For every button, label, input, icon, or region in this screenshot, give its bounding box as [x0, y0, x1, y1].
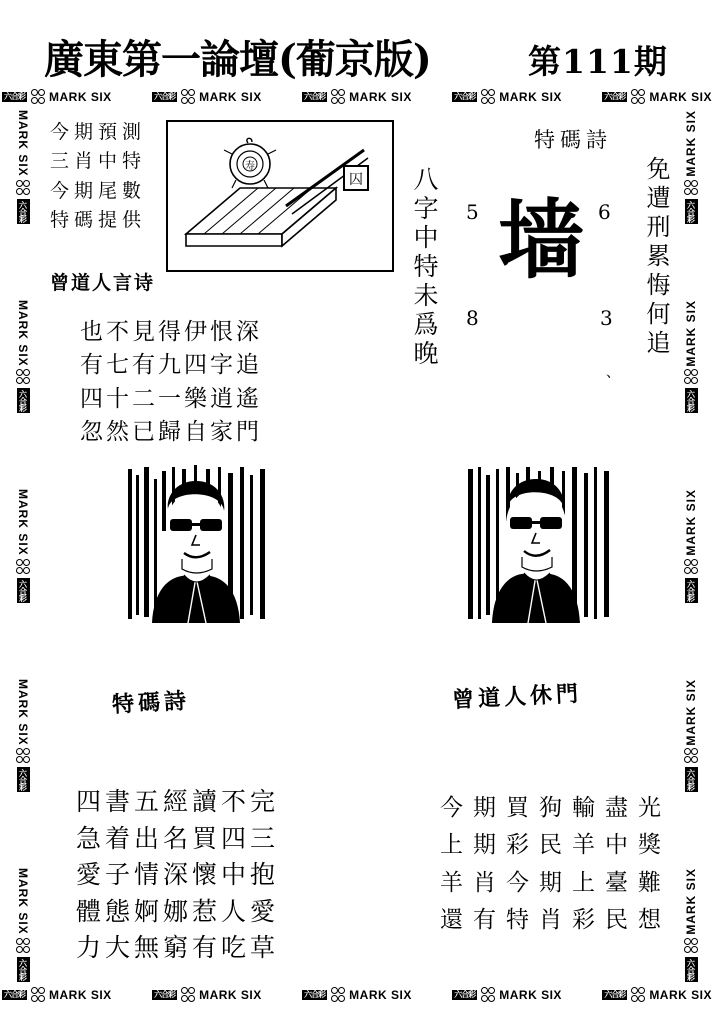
- number-top-left: 5: [466, 200, 479, 224]
- border-unit: [15, 868, 31, 982]
- six-mark-tiny: 六合彩: [686, 200, 696, 222]
- illustration-box: [166, 120, 394, 272]
- poem-line: 上期彩民羊中獎: [440, 832, 671, 859]
- border-unit: [683, 300, 699, 414]
- border-unit: [152, 987, 262, 1003]
- flower-icon: [630, 89, 646, 105]
- info-line: 特碼提供: [50, 209, 147, 232]
- six-mark-tiny: 六合彩: [304, 990, 326, 999]
- poem-line: 有七有九四字追: [80, 352, 262, 379]
- six-mark-tiny: 六合彩: [686, 958, 696, 980]
- poem-line: 四書五經讀不完: [76, 787, 280, 816]
- border-unit: [602, 89, 712, 105]
- flower-icon: [15, 369, 31, 385]
- flower-icon: [330, 89, 346, 105]
- six-mark-tiny: 六合彩: [4, 990, 25, 999]
- border-unit: [15, 489, 31, 603]
- six-mark-tiny: 六合彩: [18, 579, 28, 601]
- big-character: 墙: [498, 190, 584, 291]
- info-line: 三肖中特: [50, 150, 147, 173]
- mark-six-label: MARK SIX: [499, 988, 562, 1002]
- flower-icon: [683, 938, 699, 954]
- masthead-title: 廣東第一論壇(葡京版): [44, 36, 431, 83]
- mark-six-label: MARK SIX: [349, 90, 412, 104]
- portrait-left-caption: 特碼詩: [111, 687, 191, 719]
- portrait-right-caption: 曾道人休門: [451, 680, 583, 714]
- flower-icon: [15, 938, 31, 954]
- poem-line: 今期買狗輸盡光: [440, 795, 671, 821]
- flower-icon: [630, 987, 646, 1003]
- border-strip-top: [0, 84, 714, 110]
- mark-six-label: MARK SIX: [16, 489, 30, 556]
- mark-six-label: MARK SIX: [649, 90, 712, 104]
- poem-line: 愛子情深懷中抱: [76, 860, 280, 889]
- border-unit: [452, 987, 562, 1003]
- flower-icon: [683, 748, 699, 764]
- flower-icon: [30, 89, 46, 105]
- mark-six-label: MARK SIX: [49, 988, 112, 1002]
- border-unit: [302, 987, 412, 1003]
- mark-six-label: MARK SIX: [649, 988, 712, 1002]
- number-bottom-left: 8: [466, 306, 479, 330]
- border-unit: [2, 987, 112, 1003]
- flower-icon: [180, 987, 196, 1003]
- flower-icon: [330, 987, 346, 1003]
- six-mark-tiny: 六合彩: [154, 92, 176, 101]
- six-mark-tiny: 六合彩: [454, 92, 476, 101]
- info-column: [50, 118, 160, 236]
- border-unit: [452, 89, 562, 105]
- six-mark-tiny: 六合彩: [604, 990, 626, 999]
- flower-icon: [683, 180, 699, 196]
- poem-line: 體態婀娜惹人愛: [76, 896, 280, 926]
- poem-line: 四十二一樂逍遙: [80, 385, 262, 412]
- flower-icon: [480, 89, 496, 105]
- mark-six-label: MARK SIX: [16, 110, 30, 177]
- info-line: 今期預測: [50, 121, 147, 143]
- border-strip-right: [668, 108, 714, 984]
- flower-icon: [30, 987, 46, 1003]
- border-unit: [152, 89, 262, 105]
- flower-icon: [683, 559, 699, 575]
- border-unit: [15, 110, 31, 224]
- six-mark-tiny: 六合彩: [154, 990, 176, 999]
- number-top-right: 6: [598, 200, 611, 224]
- six-mark-tiny: 六合彩: [4, 92, 25, 101]
- info-line: 今期尾數: [50, 179, 147, 202]
- tick-mark: 、: [606, 365, 620, 381]
- mark-six-label: MARK SIX: [349, 988, 412, 1002]
- right-vertical-phrase: 免遭刑累悔何追: [642, 156, 670, 359]
- border-strip-left: [0, 108, 46, 984]
- mark-six-label: MARK SIX: [684, 299, 698, 367]
- poem-line: 也不見得伊恨深: [80, 319, 262, 345]
- border-unit: [683, 110, 699, 224]
- six-mark-tiny: 六合彩: [18, 958, 28, 980]
- illustration-drawing: [168, 122, 388, 266]
- mark-six-label: MARK SIX: [684, 678, 698, 746]
- number-bottom-right: 3: [600, 306, 613, 330]
- flower-icon: [180, 89, 196, 105]
- border-unit: [683, 868, 699, 982]
- svg-text:寿: 寿: [245, 161, 255, 172]
- poem-2-body: [76, 784, 279, 967]
- mark-six-label: MARK SIX: [684, 489, 698, 556]
- mark-six-label: MARK SIX: [16, 868, 30, 935]
- flower-icon: [480, 987, 496, 1003]
- center-vertical-phrase: 八字中特未爲晚: [410, 166, 439, 369]
- poem-line: 忽然已歸自家門: [80, 419, 262, 446]
- portrait-right: [464, 465, 614, 625]
- border-unit: [683, 489, 699, 603]
- mark-six-label: MARK SIX: [684, 868, 698, 935]
- portrait-left: [122, 465, 272, 625]
- mark-six-label: MARK SIX: [16, 678, 30, 746]
- right-section-title: 特碼詩: [534, 128, 612, 152]
- border-unit: [15, 300, 31, 414]
- border-strip-bottom: [0, 982, 714, 1008]
- six-mark-tiny: 六合彩: [686, 390, 696, 412]
- mark-six-label: MARK SIX: [684, 110, 698, 177]
- mark-six-label: MARK SIX: [199, 90, 262, 104]
- poem-line: 急着出名買四三: [76, 823, 280, 853]
- six-mark-tiny: 六合彩: [686, 769, 696, 791]
- flower-icon: [15, 180, 31, 196]
- svg-text:囚: 囚: [349, 172, 363, 188]
- six-mark-tiny: 六合彩: [686, 579, 696, 601]
- six-mark-tiny: 六合彩: [304, 92, 326, 101]
- poem-1-body: [80, 316, 262, 449]
- portrait-left-image: [122, 465, 272, 625]
- poem-line: 羊肖今期上臺難: [440, 869, 671, 896]
- border-unit: [602, 987, 712, 1003]
- poem-3-body: [440, 790, 671, 939]
- border-unit: [15, 679, 31, 793]
- mark-six-label: MARK SIX: [16, 299, 30, 367]
- six-mark-tiny: 六合彩: [18, 769, 28, 791]
- mark-six-label: MARK SIX: [49, 90, 112, 104]
- poem-1-title: 曾道人言诗: [50, 272, 156, 294]
- six-mark-tiny: 六合彩: [454, 990, 476, 999]
- portrait-right-image: [464, 465, 614, 625]
- flower-icon: [683, 369, 699, 385]
- mark-six-label: MARK SIX: [199, 988, 262, 1002]
- six-mark-tiny: 六合彩: [18, 390, 28, 412]
- six-mark-tiny: 六合彩: [604, 92, 626, 101]
- border-unit: [2, 89, 112, 105]
- poem-line: 力大無窮有吃草: [76, 933, 280, 962]
- border-unit: [683, 679, 699, 793]
- flower-icon: [15, 748, 31, 764]
- flower-icon: [15, 559, 31, 575]
- mark-six-label: MARK SIX: [499, 90, 562, 104]
- poem-line: 還有特肖彩民想: [440, 906, 671, 933]
- issue-number: 第111期: [528, 42, 668, 81]
- six-mark-tiny: 六合彩: [18, 200, 28, 222]
- border-unit: [302, 89, 412, 105]
